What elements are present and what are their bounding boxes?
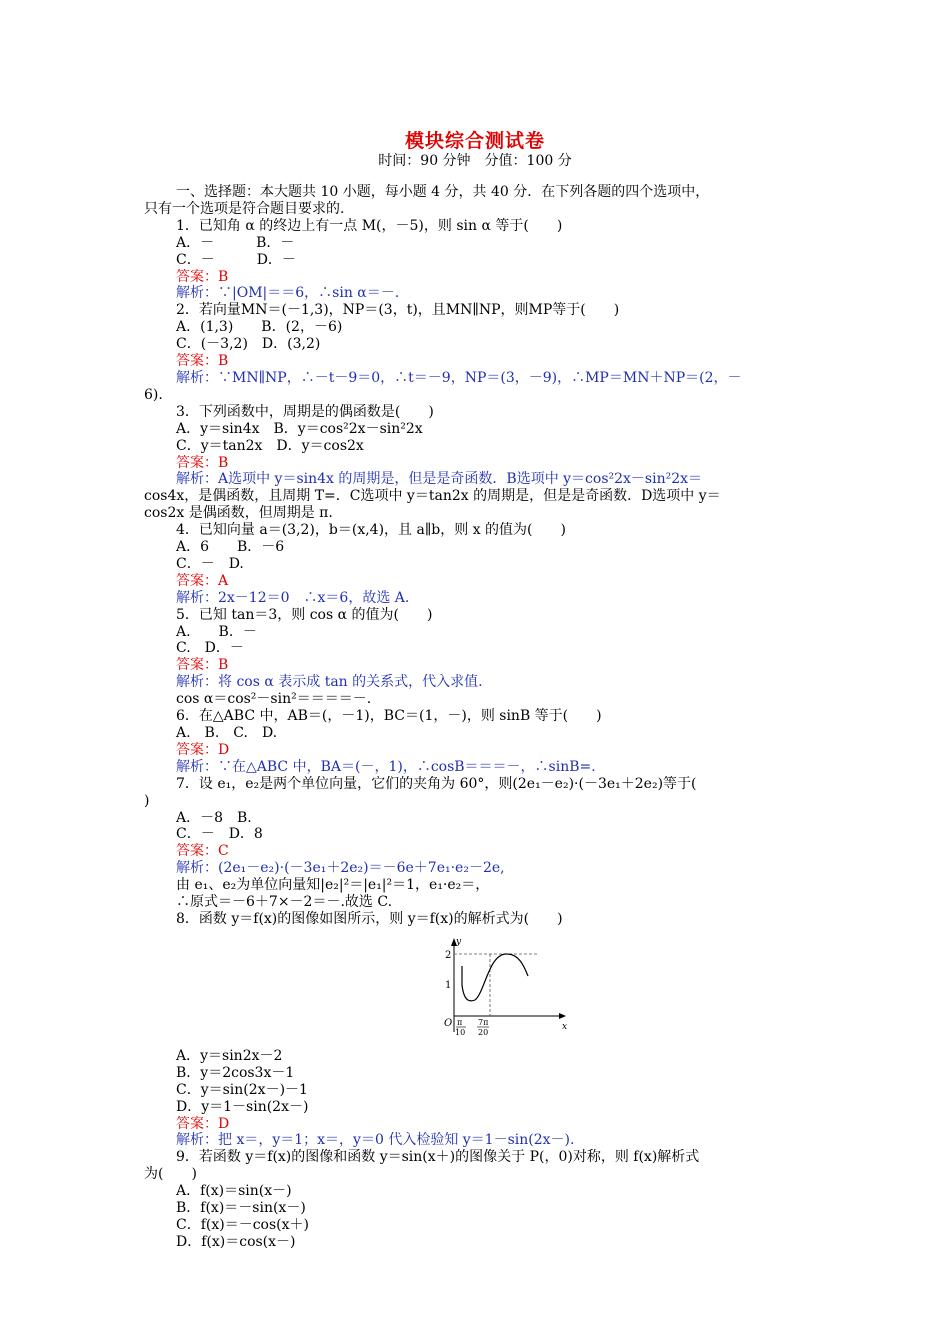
- y-tick-2: 2: [445, 949, 452, 961]
- explanation-6: 解析：∵在△ABC 中，BA＝(－，1)，∴cosB＝＝＝－，∴sinB=.: [176, 758, 596, 775]
- x-axis-label: x: [562, 1021, 568, 1032]
- question-8: 8．函数 y＝f(x)的图像如图所示，则 y＝f(x)的解析式为( ): [176, 910, 563, 927]
- question-2-options-cd: C．(－3,2) D．(3,2): [176, 336, 321, 353]
- question-1: 1．已知角 α 的终边上有一点 M(，－5)，则 sin α 等于( ): [176, 217, 563, 234]
- x-axis-arrow-icon: [559, 1013, 566, 1019]
- question-7-cont: ): [144, 792, 150, 809]
- question-3: 3．下列函数中，周期是的偶函数是( ): [176, 403, 434, 420]
- explanation-8: 解析：把 x＝，y＝1；x＝，y＝0 代入检验知 y＝1－sin(2x－).: [176, 1132, 575, 1149]
- explanation-2-cont: 6).: [144, 386, 163, 403]
- explanation-5: 解析：将 cos α 表示成 tan 的关系式，代入求值.: [176, 674, 483, 691]
- question-3-options-ab: A．y＝sin4x B．y＝cos²2x－sin²2x: [176, 420, 423, 437]
- explanation-7-cont2: ∴原式＝－6＋7×－2＝－.故选 C.: [176, 894, 393, 911]
- document-body: [144, 184, 804, 1251]
- y-tick-1: 1: [445, 979, 452, 991]
- explanation-2: 解析：∵MN∥NP，∴－t－9＝0，∴t＝－9，NP＝(3，－9)，∴MP＝MN＋NP＝(2，－: [176, 369, 742, 386]
- explanation-3-cont: cos4x，是偶函数，且周期 T=．C选项中 y＝tan2x 的周期是，但是是奇函数．D选项中 y＝: [144, 488, 721, 505]
- y-axis-label: y: [456, 936, 462, 947]
- question-1-options-cd: C．－ D．－: [176, 251, 296, 268]
- question-4-options-ab: A．6 B．－6: [176, 539, 285, 556]
- question-5-options-ab: A. B．－: [176, 623, 257, 640]
- question-5-options-cd: C. D．－: [176, 640, 244, 657]
- question-9-option-a: A．f(x)＝sin(x－): [176, 1183, 292, 1200]
- explanation-3-cont2: cos2x 是偶函数，但周期是 π.: [144, 505, 333, 522]
- question-4-options-cd: C．－ D.: [176, 555, 244, 572]
- answer-7: 答案：C: [176, 843, 229, 860]
- exam-info: 时间：90 分钟 分值：100 分: [378, 153, 572, 169]
- answer-6: 答案：D: [176, 741, 230, 758]
- answer-5: 答案：B: [176, 657, 229, 674]
- explanation-1: 解析：∵|OM|＝＝6，∴sin α＝－.: [176, 285, 400, 302]
- question-8-option-b: B．y＝2cos3x－1: [176, 1064, 295, 1081]
- question-2: 2．若向量MN＝(－1,3)，NP＝(3，t)，且MN∥NP，则MP等于( ): [176, 302, 620, 319]
- x-tick2-denominator: 20: [478, 1027, 489, 1036]
- answer-8: 答案：D: [176, 1115, 230, 1132]
- x-tick2-numerator: 7π: [478, 1017, 489, 1027]
- question-9: 9．若函数 y＝f(x)的图像和函数 y＝sin(x＋)的图像关于 P(，0)对称，则 f(x)解析式: [176, 1149, 700, 1166]
- question-9-option-c: C．f(x)＝－cos(x＋): [176, 1216, 309, 1233]
- explanation-7: 解析：(2e₁－e₂)·(－3e₁＋2e₂)＝－6e＋7e₁·e₂－2e,: [176, 860, 505, 877]
- question-8-option-d: D．y＝1－sin(2x－): [176, 1098, 309, 1115]
- explanation-5-formula: cos α＝cos²－sin²＝＝＝＝－.: [176, 691, 372, 708]
- page-title: 模块综合测试卷: [404, 130, 545, 152]
- answer-3: 答案：B: [176, 454, 229, 471]
- question-8-option-c: C．y＝sin(2x－)－1: [176, 1081, 308, 1098]
- question-1-options-ab: A．－ B．－: [176, 234, 295, 251]
- question-8-option-a: A．y＝sin2x－2: [176, 1047, 283, 1064]
- question-3-options-cd: C．y＝tan2x D．y＝cos2x: [176, 437, 364, 454]
- explanation-3: 解析：A选项中 y＝sin4x 的周期是，但是是奇函数．B选项中 y＝cos²2x－sin²2x＝: [176, 471, 703, 488]
- explanation-4: 解析：2x－12＝0 ∴x＝6，故选 A.: [176, 589, 410, 606]
- x-tick1-numerator: π: [457, 1017, 463, 1027]
- question-6-options: A. B. C. D.: [176, 725, 278, 741]
- question-7: 7．设 e₁，e₂是两个单位向量，它们的夹角为 60°，则(2e₁－e₂)·(－3e₁＋2e₂)等于(: [176, 775, 697, 792]
- question-2-options-ab: A．(1,3) B．(2，－6): [176, 319, 343, 336]
- sine-curve: [462, 954, 528, 1001]
- question-9-option-d: D．f(x)＝cos(x－): [176, 1233, 296, 1250]
- answer-1: 答案：B: [176, 268, 229, 285]
- question-9-option-b: B．f(x)＝－sin(x－): [176, 1200, 306, 1217]
- graph-svg: [434, 936, 574, 1036]
- x-tick1-denominator: 10: [455, 1027, 466, 1036]
- question-7-options-ab: A．－8 B.: [176, 809, 252, 826]
- explanation-7-cont: 由 e₁、e₂为单位向量知|e₂|²＝|e₁|²＝1，e₁·e₂＝，: [176, 877, 490, 894]
- function-graph: [434, 936, 804, 1036]
- section-instruction-cont: 只有一个选项是符合题目要求的.: [144, 200, 345, 217]
- section-instruction: 一、选择题：本大题共 10 小题，每小题 4 分，共 40 分．在下列各题的四个选项中，: [176, 184, 710, 200]
- origin-label: O: [444, 1017, 453, 1029]
- question-9-cont: 为( ): [144, 1166, 197, 1183]
- question-4: 4．已知向量 a＝(3,2)，b＝(x,4)，且 a∥b，则 x 的值为( ): [176, 522, 566, 539]
- question-6: 6．在△ABC 中，AB＝(，－1)，BC＝(1，－)，则 sinB 等于( ): [176, 708, 602, 725]
- answer-4: 答案：A: [176, 572, 229, 589]
- question-5: 5．已知 tan＝3，则 cos α 的值为( ): [176, 606, 433, 623]
- answer-2: 答案：B: [176, 353, 229, 370]
- question-7-options-cd: C．－ D．8: [176, 826, 263, 843]
